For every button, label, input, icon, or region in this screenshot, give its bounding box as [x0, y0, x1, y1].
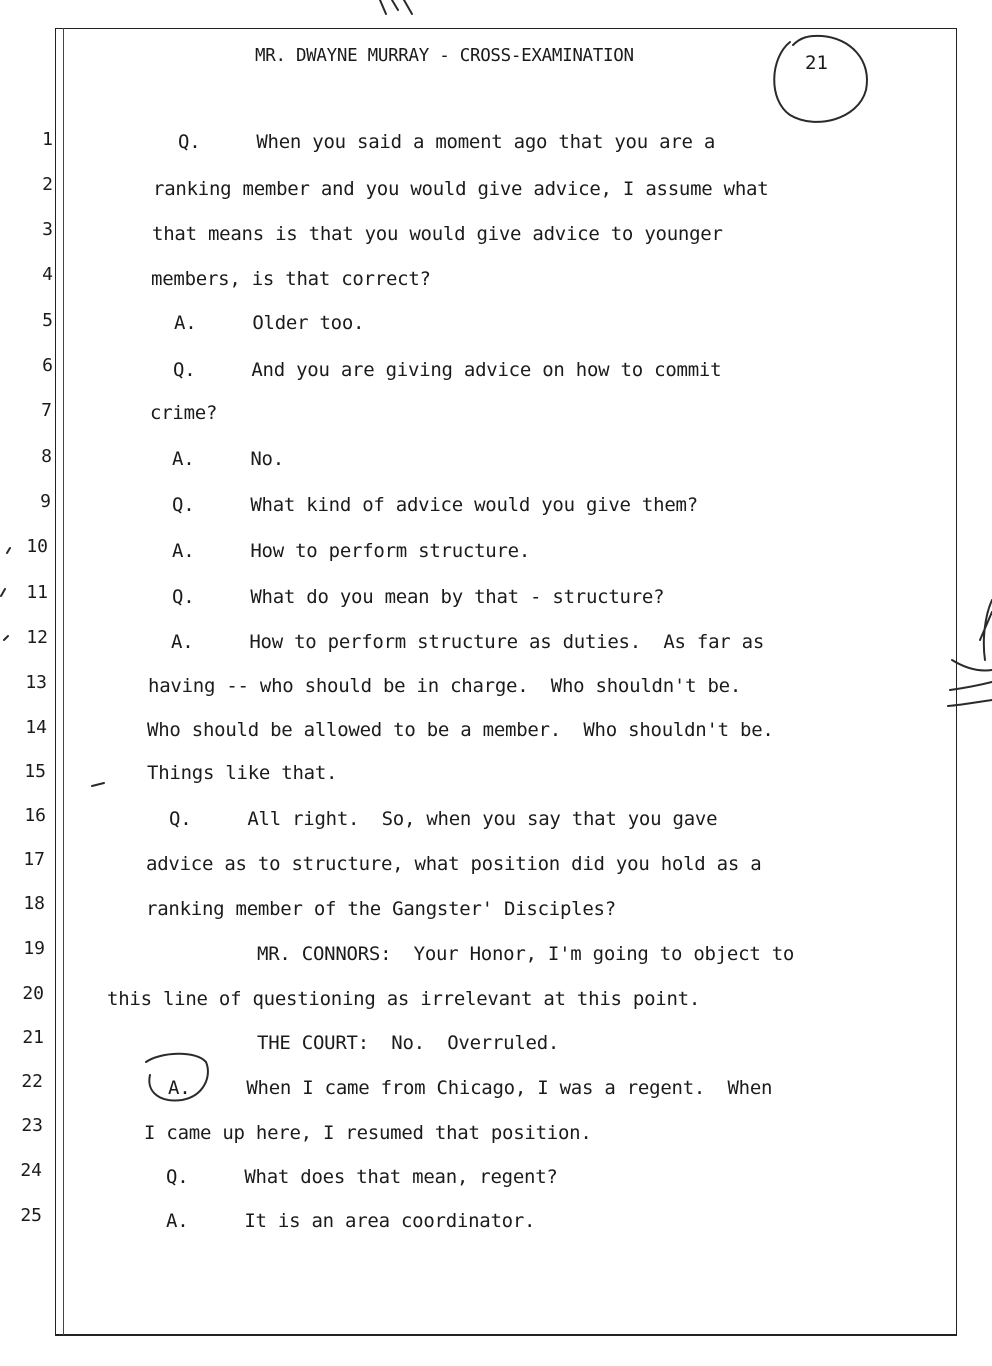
line-number: 21 — [22, 1027, 44, 1048]
line-number: 10 — [26, 536, 48, 557]
transcript-line: having -- who should be in charge. Who shouldn't be. — [148, 675, 742, 697]
line-number: 5 — [42, 310, 53, 331]
transcript-line: Q. What kind of advice would you give them? — [172, 494, 698, 516]
page-header-title: MR. DWAYNE MURRAY - CROSS-EXAMINATION — [255, 46, 634, 66]
line-number: 4 — [42, 264, 53, 285]
line-number: 12 — [26, 627, 48, 648]
line-number: 19 — [23, 938, 45, 959]
transcript-line: this line of questioning as irrelevant at this point. — [107, 988, 701, 1010]
line-number: 23 — [21, 1115, 43, 1136]
line-number: 9 — [40, 491, 51, 512]
transcript-line: Q. What do you mean by that - structure? — [172, 586, 665, 608]
line-number: 20 — [22, 983, 44, 1004]
transcript-line: that means is that you would give advice to younger — [152, 223, 723, 245]
line-number: 16 — [24, 805, 46, 826]
transcript-line: I came up here, I resumed that position. — [144, 1122, 592, 1144]
left-margin-tick-mark — [1, 548, 10, 640]
transcript-line: crime? — [150, 402, 218, 424]
line-number: 17 — [23, 849, 45, 870]
line-number: 1 — [42, 129, 53, 150]
page-number: 21 — [805, 52, 828, 74]
transcript-line: Q. All right. So, when you say that you gave — [169, 808, 718, 830]
line-number: 18 — [23, 893, 45, 914]
left-margin-rule — [63, 28, 64, 1335]
line-number: 25 — [20, 1205, 42, 1226]
line-number: 13 — [25, 672, 47, 693]
transcript-line: A. Older too. — [174, 312, 365, 334]
top-margin-mark — [380, 0, 412, 14]
line-number: 11 — [26, 582, 48, 603]
transcript-line: advice as to structure, what position did you hold as a — [146, 853, 762, 875]
line-number: 6 — [42, 355, 53, 376]
line-number: 2 — [42, 174, 53, 195]
line-number: 7 — [41, 400, 52, 421]
line-number: 24 — [20, 1160, 42, 1181]
transcript-line: ranking member and you would give advice, I assume what — [153, 178, 769, 200]
transcript-line: members, is that correct? — [151, 268, 431, 290]
transcript-line: Who should be allowed to be a member. Who shouldn't be. — [147, 719, 774, 741]
transcript-line: A. No. — [172, 448, 284, 470]
transcript-line: Things like that. — [147, 762, 338, 784]
line-number: 14 — [25, 717, 47, 738]
line-number: 8 — [41, 446, 52, 467]
transcript-line: Q. When you said a moment ago that you are a — [178, 131, 716, 153]
transcript-line: Q. And you are giving advice on how to commit — [173, 359, 722, 381]
transcript-line: A. When I came from Chicago, I was a regent. When — [168, 1077, 773, 1099]
transcript-line: Q. What does that mean, regent? — [166, 1166, 558, 1188]
transcript-line: A. It is an area coordinator. — [166, 1210, 536, 1232]
transcript-line: A. How to perform structure as duties. As far as — [171, 631, 765, 653]
transcript-line: ranking member of the Gangster' Disciples? — [146, 898, 616, 920]
transcript-line: A. How to perform structure. — [172, 540, 531, 562]
line-number: 22 — [21, 1071, 43, 1092]
line-number: 3 — [42, 219, 53, 240]
transcript-line: THE COURT: No. Overruled. — [257, 1032, 560, 1054]
transcript-line: MR. CONNORS: Your Honor, I'm going to object to — [257, 943, 795, 965]
line-number: 15 — [24, 761, 46, 782]
